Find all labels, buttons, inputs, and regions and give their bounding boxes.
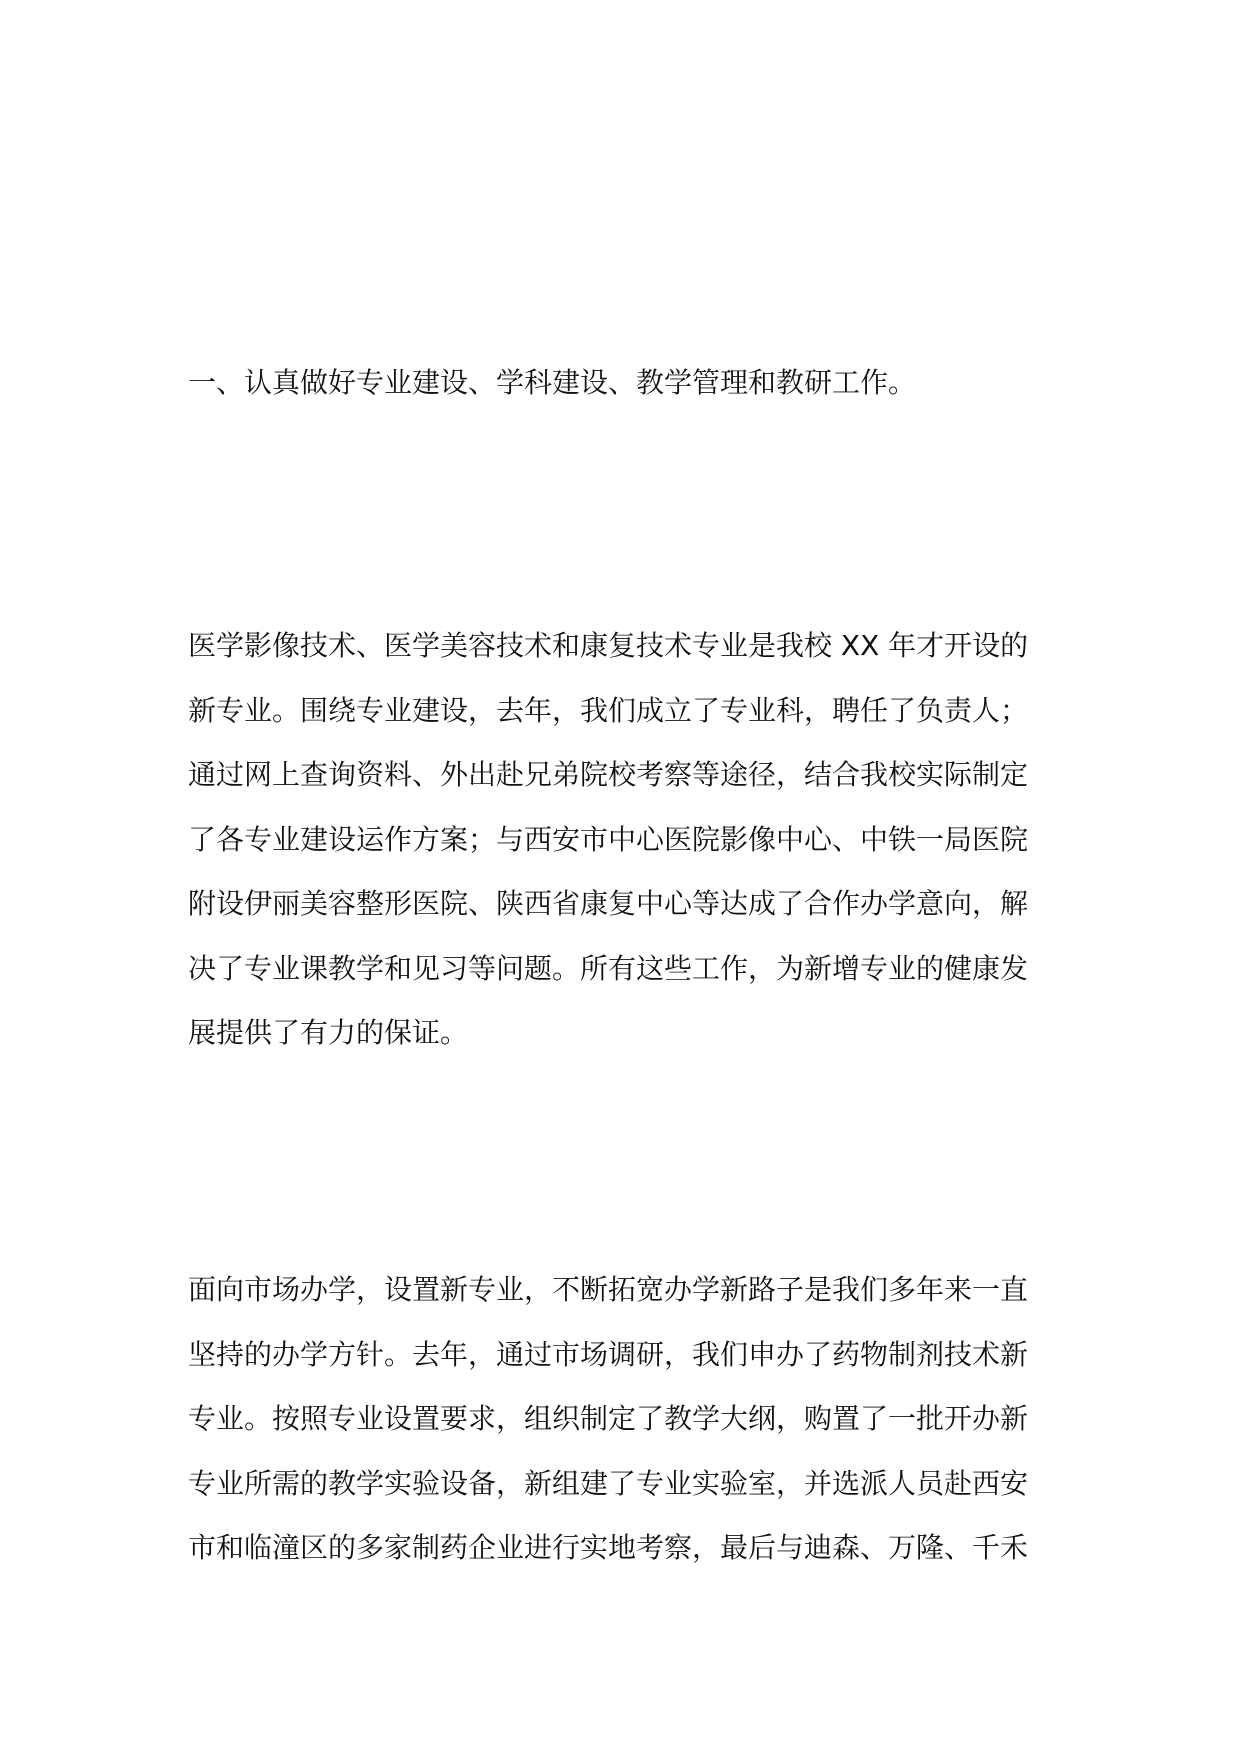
paragraph-line: 面向市场办学，设置新专业，不断拓宽办学新路子是我们多年来一直 bbox=[188, 1273, 1029, 1306]
section-heading: 一、认真做好专业建设、学科建设、教学管理和教研工作。 bbox=[188, 366, 917, 399]
paragraph-line: 展提供了有力的保证。 bbox=[188, 1016, 469, 1049]
paragraph-line: 通过网上查询资料、外出赴兄弟院校考察等途径，结合我校实际制定 bbox=[188, 758, 1029, 791]
paragraph-market-oriented bbox=[188, 1258, 1088, 1581]
paragraph-line: 市和临潼区的多家制药企业进行实地考察，最后与迪森、万隆、千禾 bbox=[188, 1531, 1029, 1564]
paragraph-line: 新专业。围绕专业建设，去年，我们成立了专业科，聘任了负责人； bbox=[188, 693, 1029, 727]
paragraph-line: 坚持的办学方针。去年，通过市场调研，我们申办了药物制剂技术新 bbox=[188, 1337, 1029, 1371]
paragraph-line: 专业所需的教学实验设备，新组建了专业实验室，并选派人员赴西安 bbox=[188, 1466, 1029, 1500]
paragraph-line: 附设伊丽美容整形医院、陕西省康复中心等达成了合作办学意向，解 bbox=[188, 887, 1029, 920]
paragraph-line: 医学影像技术、医学美容技术和康复技术专业是我校 XX 年才开设的 bbox=[188, 629, 1029, 662]
paragraph-line: 决了专业课教学和见习等问题。所有这些工作，为新增专业的健康发 bbox=[188, 951, 1029, 985]
paragraph-line: 专业。按照专业设置要求，组织制定了教学大纲，购置了一批开办新 bbox=[188, 1402, 1029, 1435]
paragraph-new-majors bbox=[188, 614, 1088, 1066]
paragraph-line: 了各专业建设运作方案；与西安市中心医院影像中心、中铁一局医院 bbox=[188, 822, 1029, 856]
